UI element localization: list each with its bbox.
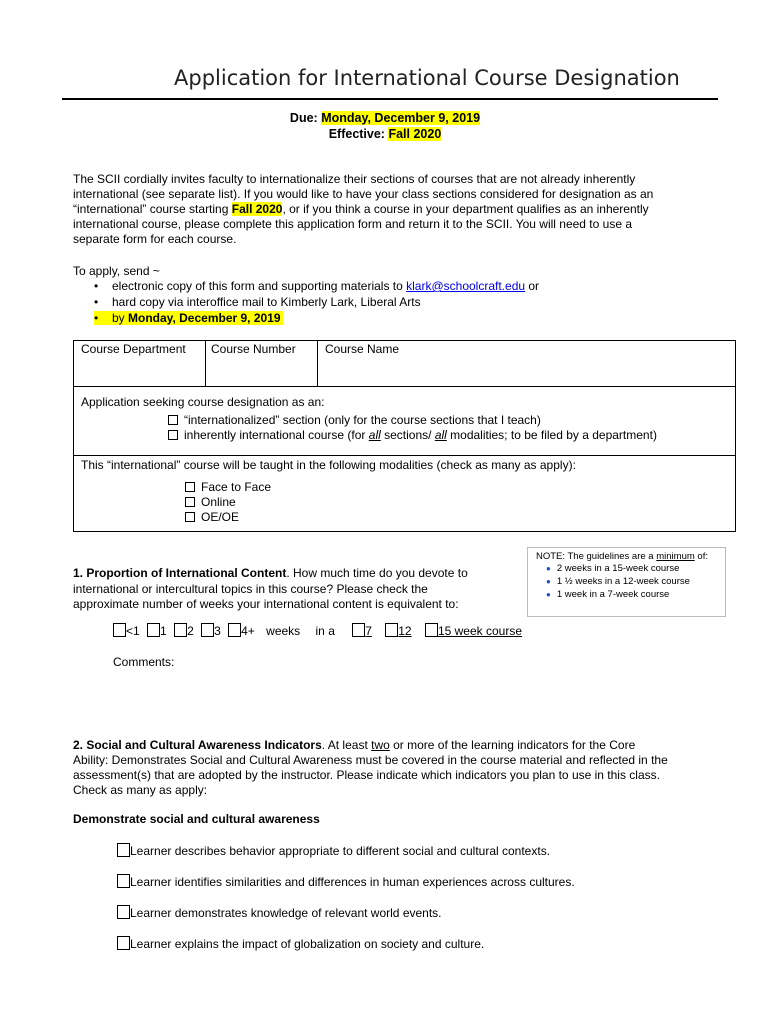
bullet-icon: •	[94, 279, 99, 293]
note-item: ● 2 weeks in a 15-week course	[546, 563, 680, 574]
weeks-option[interactable]: <1	[113, 624, 140, 638]
checkbox[interactable]	[185, 482, 195, 492]
indicator-1[interactable]: Learner describes behavior appropriate to different social and cultural contexts.	[117, 843, 550, 858]
page-title: Application for International Course Designation	[174, 66, 680, 90]
weeks-selector	[113, 623, 526, 638]
course-length-option[interactable]: 7	[352, 624, 372, 638]
checkbox[interactable]	[117, 905, 130, 919]
section2-line4: Check as many as apply:	[73, 783, 208, 797]
bullet-icon: •	[94, 295, 99, 309]
checkbox[interactable]	[228, 623, 241, 637]
course-number-field[interactable]: Course Number	[211, 342, 296, 356]
table-row-divider	[74, 386, 735, 387]
title-rule	[62, 98, 718, 100]
bullet-icon: ●	[546, 577, 551, 586]
modality-oe-oe[interactable]: OE/OE	[185, 510, 239, 524]
weeks-option[interactable]: 4+	[228, 624, 255, 638]
checkbox[interactable]	[117, 874, 130, 888]
in-a-label: in a	[315, 624, 335, 638]
comments-label[interactable]: Comments:	[113, 655, 175, 669]
section1-line2: international or intercultural topics in this course? Please check the	[73, 582, 428, 596]
weeks-label: weeks	[266, 624, 301, 638]
section2-line2: Ability: Demonstrates Social and Cultural Awareness must be covered in the course material and reflected in the	[73, 753, 668, 767]
email-link[interactable]: klark@schoolcraft.edu	[406, 279, 526, 293]
due-line	[0, 111, 770, 125]
apply-bullet-2: • hard copy via interoffice mail to Kimberly Lark, Liberal Arts	[94, 295, 421, 309]
due-date: Monday, December 9, 2019	[321, 111, 481, 125]
course-department-field[interactable]: Course Department	[81, 342, 186, 356]
checkbox[interactable]	[201, 623, 214, 637]
checkbox[interactable]	[147, 623, 160, 637]
designation-prompt: Application seeking course designation as an:	[81, 395, 325, 409]
section1-heading: 1. Proportion of International Content	[73, 566, 287, 580]
intro-line: international (see separate list). If you would like to have your class sections considered for designation as an	[73, 187, 654, 201]
intro-line: international course, please complete this application form and return it to the SCII. You will need to use a	[73, 217, 632, 231]
weeks-option[interactable]: 2	[174, 624, 194, 638]
note-item: ● 1 ½ weeks in a 12-week course	[546, 576, 690, 587]
effective-label: Effective:	[328, 127, 385, 141]
modality-face-to-face[interactable]: Face to Face	[185, 480, 271, 494]
weeks-option[interactable]: 1	[147, 624, 167, 638]
checkbox[interactable]	[352, 623, 365, 637]
apply-bullet-1: • electronic copy of this form and supporting materials to klark@schoolcraft.edu or	[94, 279, 540, 293]
option-inherently-international[interactable]: inherently international course (for all sections/ all modalities; to be filed by a department)	[168, 428, 657, 442]
table-row-divider	[74, 455, 735, 456]
intro-line: The SCII cordially invites faculty to internationalize their sections of courses that are not already inherently	[73, 172, 636, 186]
course-info-table	[73, 340, 736, 532]
indicator-2[interactable]: Learner identifies similarities and differences in human experiences across cultures.	[117, 874, 575, 889]
effective-term: Fall 2020	[388, 127, 442, 141]
section1-line1: 1. Proportion of International Content. How much time do you devote to	[73, 566, 468, 580]
table-divider	[317, 341, 318, 386]
checkbox[interactable]	[185, 512, 195, 522]
due-label: Due:	[289, 111, 318, 125]
checkbox[interactable]	[174, 623, 187, 637]
section1-line3: approximate number of weeks your international content is equivalent to:	[73, 597, 459, 611]
apply-bullet-3: • by Monday, December 9, 2019	[94, 311, 281, 325]
course-name-field[interactable]: Course Name	[325, 342, 400, 356]
checkbox[interactable]	[117, 936, 130, 950]
weeks-option[interactable]: 3	[201, 624, 221, 638]
checkbox[interactable]	[117, 843, 130, 857]
indicator-3[interactable]: Learner demonstrates knowledge of relevant world events.	[117, 905, 442, 920]
guidelines-note	[527, 547, 726, 617]
bullet-icon: ●	[546, 590, 551, 599]
intro-line: separate form for each course.	[73, 232, 237, 246]
note-heading: NOTE: The guidelines are a minimum of:	[536, 551, 708, 562]
checkbox[interactable]	[185, 497, 195, 507]
checkbox[interactable]	[168, 415, 178, 425]
apply-deadline: Monday, December 9, 2019	[128, 311, 281, 325]
checkbox[interactable]	[113, 623, 126, 637]
intro-paragraph	[73, 172, 699, 247]
section2-heading: 2. Social and Cultural Awareness Indicators	[73, 738, 322, 752]
effective-line	[0, 127, 770, 141]
intro-term: Fall 2020	[231, 202, 283, 216]
section2-line3: assessment(s) that are adopted by the instructor. Please indicate which indicators you plan to use in this class.	[73, 768, 660, 782]
option-internationalized[interactable]: “internationalized” section (only for the course sections that I teach)	[168, 413, 541, 427]
indicator-4[interactable]: Learner explains the impact of globalization on society and culture.	[117, 936, 484, 951]
bullet-icon: ●	[546, 564, 551, 573]
table-divider	[205, 341, 206, 386]
course-length-option[interactable]: 15 week course	[425, 624, 522, 638]
course-length-option[interactable]: 12	[385, 624, 411, 638]
bullet-icon: •	[94, 311, 99, 325]
section2-subheading: Demonstrate social and cultural awareness	[73, 812, 320, 826]
checkbox[interactable]	[425, 623, 438, 637]
note-item: ● 1 week in a 7-week course	[546, 589, 670, 600]
modalities-prompt: This “international” course will be taught in the following modalities (check as many as apply):	[81, 458, 576, 472]
apply-heading: To apply, send ~	[73, 264, 160, 278]
modality-online[interactable]: Online	[185, 495, 236, 509]
checkbox[interactable]	[385, 623, 398, 637]
intro-line: “international” course starting Fall 2020, or if you think a course in your department qualifies as an inherently	[73, 202, 649, 216]
section2-line1: 2. Social and Cultural Awareness Indicators. At least two or more of the learning indicators for the Core	[73, 738, 636, 752]
checkbox[interactable]	[168, 430, 178, 440]
